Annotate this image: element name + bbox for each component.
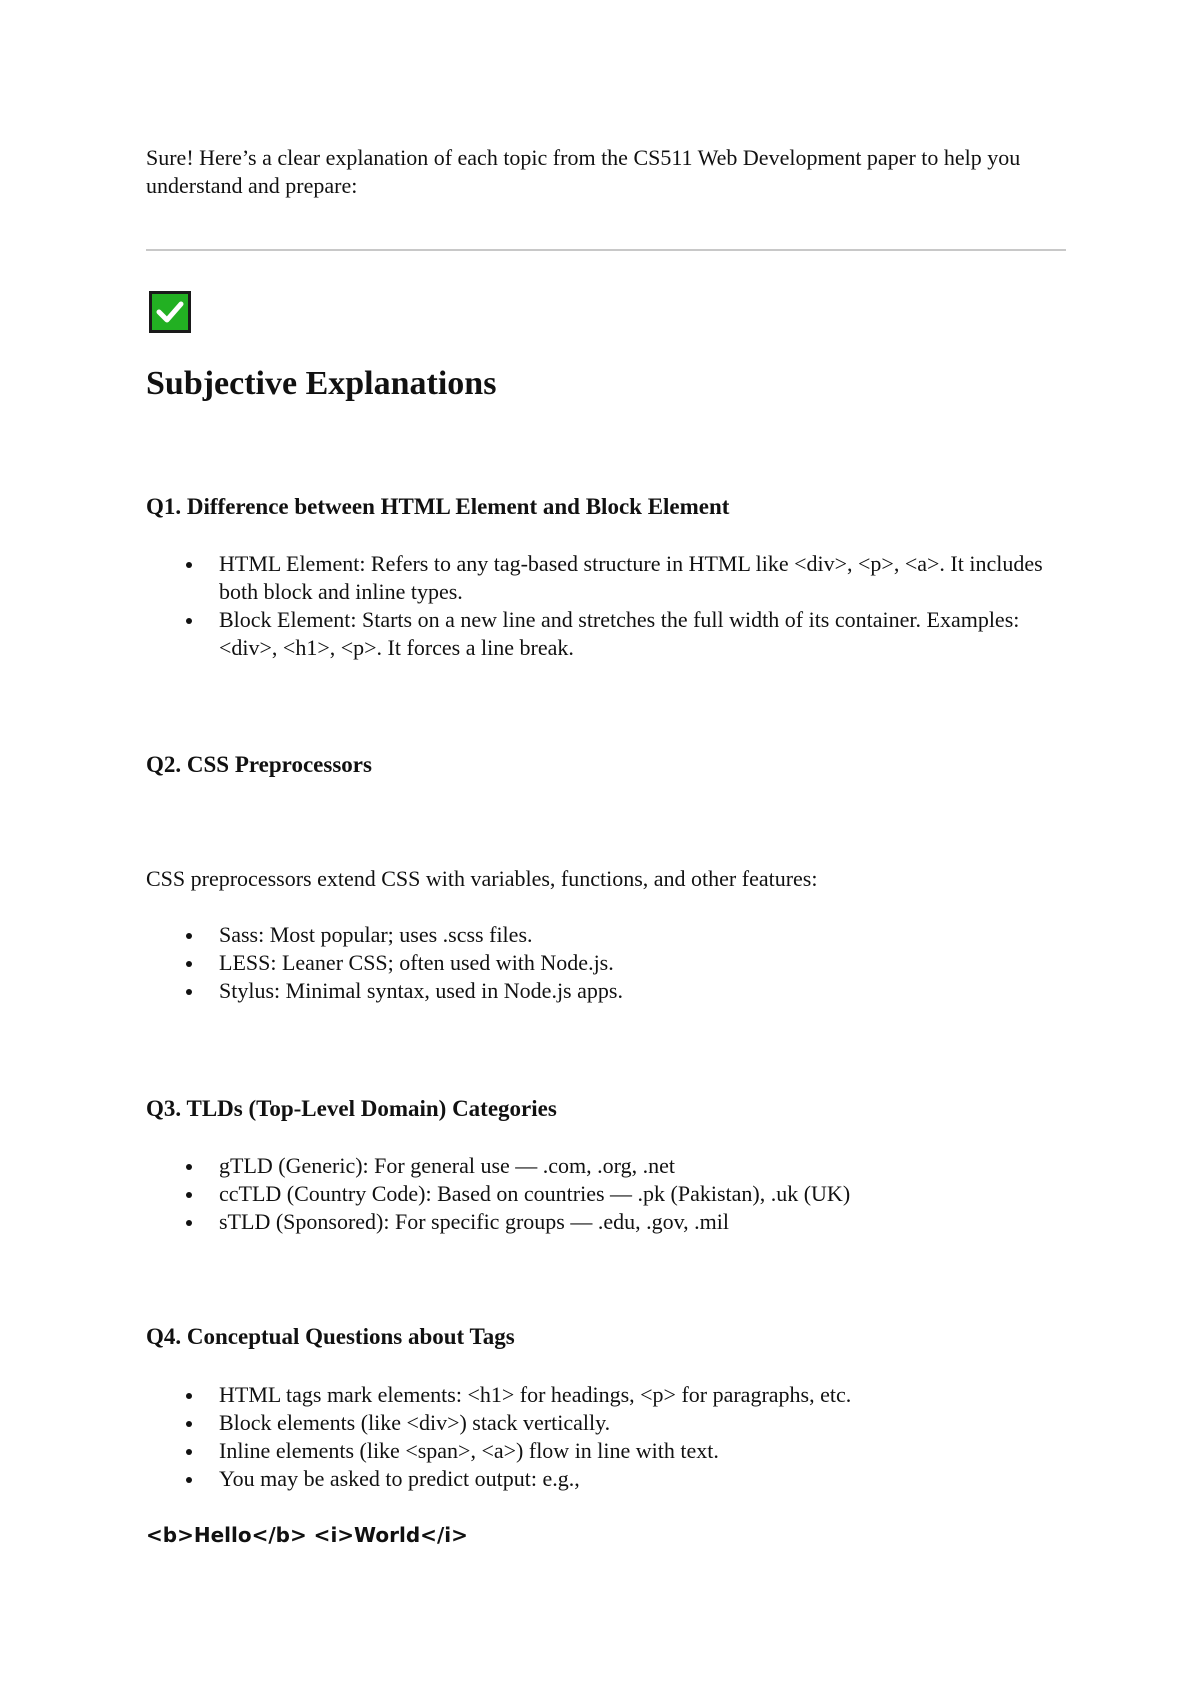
bullet-dot-icon: [186, 1421, 192, 1427]
list-item: Block elements (like <div>) stack vertically.: [146, 1409, 1066, 1437]
bullet-dot-icon: [186, 1192, 192, 1198]
list-item: HTML tags mark elements: <h1> for headings, <p> for paragraphs, etc.: [146, 1381, 1066, 1409]
q3-bullet-list: [146, 1152, 1066, 1236]
bullet-dot-icon: [186, 1220, 192, 1226]
bullet-dot-icon: [186, 989, 192, 995]
bullet-dot-icon: [186, 961, 192, 967]
list-item: Inline elements (like <span>, <a>) flow in line with text.: [146, 1437, 1066, 1465]
q2-bullet-list: [146, 921, 1066, 1005]
list-item: You may be asked to predict output: e.g.,: [146, 1465, 1066, 1493]
horizontal-rule: [146, 249, 1066, 251]
q2-heading: Q2. CSS Preprocessors: [146, 752, 372, 777]
bullet-dot-icon: [186, 618, 192, 624]
q2-intro-paragraph: CSS preprocessors extend CSS with variables, functions, and other features:: [146, 866, 818, 891]
bullet-dot-icon: [186, 933, 192, 939]
bullet-dot-icon: [186, 1393, 192, 1399]
q1-heading: Q1. Difference between HTML Element and Block Element: [146, 494, 730, 519]
bullet-dot-icon: [186, 1449, 192, 1455]
code-example: <b>Hello</b> <i>World</i>: [146, 1523, 468, 1547]
list-item: Sass: Most popular; uses .scss files.: [146, 921, 1066, 949]
q3-heading: Q3. TLDs (Top-Level Domain) Categories: [146, 1096, 557, 1121]
list-item: Block Element: Starts on a new line and stretches the full width of its container. Examples: <div>, <h1>, <p>. It forces a line break.: [146, 606, 1066, 662]
list-item: LESS: Leaner CSS; often used with Node.js.: [146, 949, 1066, 977]
check-mark-button-icon: [149, 291, 191, 333]
list-item: Stylus: Minimal syntax, used in Node.js apps.: [146, 977, 1066, 1005]
q4-heading: Q4. Conceptual Questions about Tags: [146, 1324, 515, 1349]
list-item: HTML Element: Refers to any tag-based structure in HTML like <div>, <p>, <a>. It includes both block and inline types.: [146, 550, 1066, 606]
bullet-dot-icon: [186, 1164, 192, 1170]
list-item: ccTLD (Country Code): Based on countries — .pk (Pakistan), .uk (UK): [146, 1180, 1066, 1208]
q4-bullet-list: [146, 1381, 1066, 1493]
q1-bullet-list: [146, 550, 1066, 662]
bullet-dot-icon: [186, 562, 192, 568]
bullet-dot-icon: [186, 1477, 192, 1483]
intro-paragraph: Sure! Here’s a clear explanation of each topic from the CS511 Web Development paper to help you understand and prepare:: [146, 145, 1021, 198]
list-item: sTLD (Sponsored): For specific groups — .edu, .gov, .mil: [146, 1208, 1066, 1236]
list-item: gTLD (Generic): For general use — .com, .org, .net: [146, 1152, 1066, 1180]
section-title: Subjective Explanations: [146, 365, 497, 402]
